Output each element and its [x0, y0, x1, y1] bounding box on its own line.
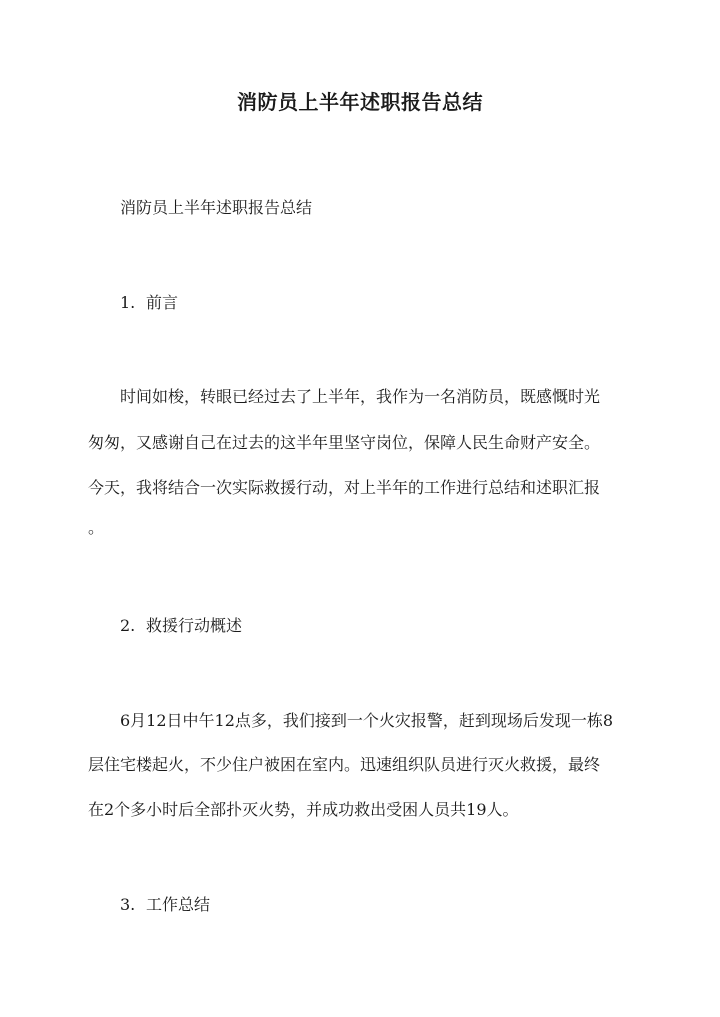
section-heading-2: [120, 616, 680, 636]
section-heading-3: [120, 895, 680, 915]
section-heading-text: 前言: [146, 293, 179, 312]
paragraph-line: 在2个多小时后全部扑灭火势，并成功救出受困人员共19人。: [88, 800, 519, 819]
paragraph-line: 层住宅楼起火，不少住户被困在室内。迅速组织队员进行灭火救援，最终: [88, 755, 601, 774]
paragraph-line: 。: [88, 518, 105, 537]
section-number: 1.: [120, 293, 136, 312]
section-number: 3.: [120, 895, 136, 914]
section-heading-text: 工作总结: [146, 895, 211, 914]
document-subtitle: 消防员上半年述职报告总结: [120, 198, 313, 217]
document-title: 消防员上半年述职报告总结: [237, 90, 483, 114]
section-heading-1: [120, 293, 680, 313]
paragraph-line: 时间如梭，转眼已经过去了上半年，我作为一名消防员，既感慨时光: [120, 387, 601, 406]
paragraph-line: 今天，我将结合一次实际救援行动，对上半年的工作进行总结和述职汇报: [88, 478, 601, 497]
section-heading-text: 救援行动概述: [146, 616, 243, 635]
section-number: 2.: [120, 616, 136, 635]
paragraph-line: 6月12日中午12点多，我们接到一个火灾报警，赶到现场后发现一栋8: [120, 711, 614, 730]
paragraph-line: 匆匆，又感谢自己在过去的这半年里坚守岗位，保障人民生命财产安全。: [88, 433, 601, 452]
